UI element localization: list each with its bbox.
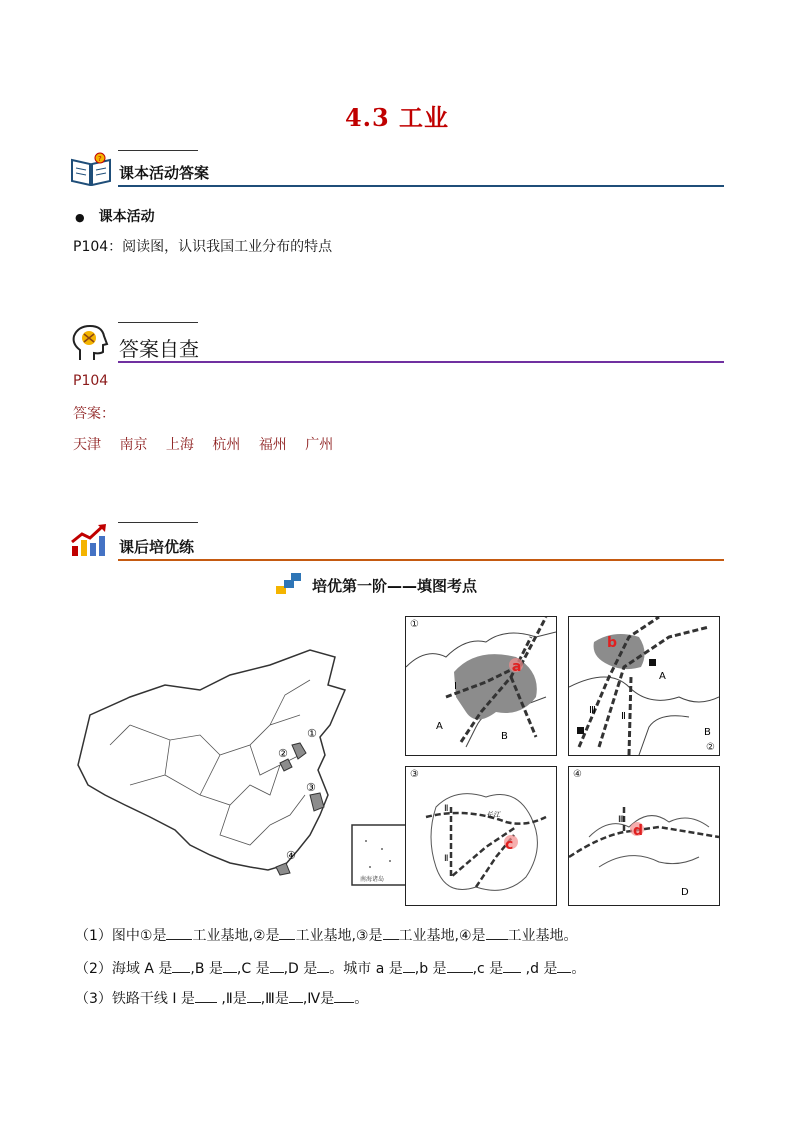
activity-line: P104：阅读图，认识我国工业分布的特点 (73, 239, 333, 255)
divider (118, 361, 724, 363)
page-title: 4.3 工业 (344, 103, 450, 132)
rail-label: Ⅲ (589, 705, 596, 716)
section-heading: 课本活动答案 (119, 164, 210, 182)
answer-blank[interactable] (334, 990, 354, 1003)
answer-item: 福州 (258, 437, 287, 453)
answer-blank[interactable] (447, 960, 473, 973)
bullet-dot: ● (75, 211, 85, 224)
sea-label-B: B (501, 731, 508, 742)
section-heading: 答案自查 (119, 337, 199, 361)
city-label-a: a (512, 659, 522, 675)
panel-number: ② (706, 742, 715, 753)
panel-number: ③ (410, 769, 419, 780)
answer-blank[interactable] (223, 960, 237, 973)
answer-blank[interactable] (247, 990, 261, 1003)
divider (118, 559, 724, 561)
rail-label: Ⅲ (618, 815, 625, 825)
growth-chart-icon (70, 522, 110, 558)
sea-label-D: D (681, 887, 689, 898)
answer-item: 杭州 (212, 437, 241, 453)
answer-item: 上海 (165, 437, 194, 453)
rail-label: Ⅰ (454, 681, 457, 692)
question-1: （1）图中①是 工业基地,②是 工业基地,③是 工业基地,④是 工业基地。 (75, 928, 578, 944)
map-panel-3 (405, 766, 557, 906)
answer-blank[interactable] (279, 927, 295, 940)
section-practice (70, 522, 724, 562)
answer-blank[interactable] (557, 960, 571, 973)
answer-list (73, 434, 333, 454)
answer-label: 答案： (73, 406, 115, 422)
head-idea-icon (70, 324, 110, 362)
subheading-row (276, 572, 536, 598)
answer-blank[interactable] (289, 990, 303, 1003)
answer-blank[interactable] (383, 927, 399, 940)
map-panel-1 (405, 616, 557, 756)
section-self-check (70, 322, 724, 366)
answer-blank[interactable] (195, 990, 217, 1003)
city-label-d: d (633, 823, 644, 839)
answer-item: 天津 (73, 437, 101, 453)
question-3: （3）铁路干线 I 是 ,Ⅱ是 ,Ⅲ是 ,Ⅳ是 。 (75, 991, 369, 1007)
map-label-3: ③ (306, 781, 316, 794)
city-label-c: c (505, 837, 514, 853)
map-label-4: ④ (286, 849, 296, 862)
divider (118, 185, 724, 187)
svg-text:?: ? (98, 155, 102, 163)
answer-blank[interactable] (317, 960, 329, 973)
map-label-2: ② (278, 747, 288, 760)
section-heading: 课后培优练 (119, 538, 195, 556)
book-icon (70, 152, 112, 186)
map-panel-2 (568, 616, 720, 756)
city-label-b: b (607, 635, 618, 651)
map-label-1: ① (307, 727, 317, 740)
river-label: 长江 (486, 811, 500, 819)
subheading: 培优第一阶——填图考点 (312, 577, 478, 595)
inset-label: 南海诸岛 (360, 876, 385, 883)
section-textbook-answers (70, 150, 724, 190)
answer-blank[interactable] (166, 927, 192, 940)
panel-number: ④ (573, 769, 582, 780)
sea-label-A: A (659, 671, 666, 682)
answer-item: 广州 (305, 437, 334, 453)
sea-label-A: A (436, 721, 443, 732)
page-ref: P104 (73, 373, 109, 389)
rail-label: Ⅱ (444, 854, 449, 864)
map-panel-4 (568, 766, 720, 906)
answer-blank[interactable] (172, 960, 190, 973)
sea-label-B: B (704, 727, 711, 738)
answer-blank[interactable] (403, 960, 415, 973)
bullet-label: 课本活动 (98, 209, 155, 225)
steps-icon (276, 572, 302, 596)
rail-label: Ⅱ (444, 804, 449, 814)
rail-label: Ⅱ (621, 711, 626, 722)
question-2: （2）海域 A 是 ,B 是 ,C 是 ,D 是 。城市 a 是 ,b 是 ,c 是 ,d 是 。 (75, 961, 586, 977)
china-map (70, 645, 410, 887)
answer-item: 南京 (119, 437, 148, 453)
answer-blank[interactable] (270, 960, 284, 973)
bullet-item (75, 206, 155, 226)
answer-blank[interactable] (503, 960, 521, 973)
answer-blank[interactable] (486, 927, 508, 940)
panel-number: ① (410, 619, 419, 630)
